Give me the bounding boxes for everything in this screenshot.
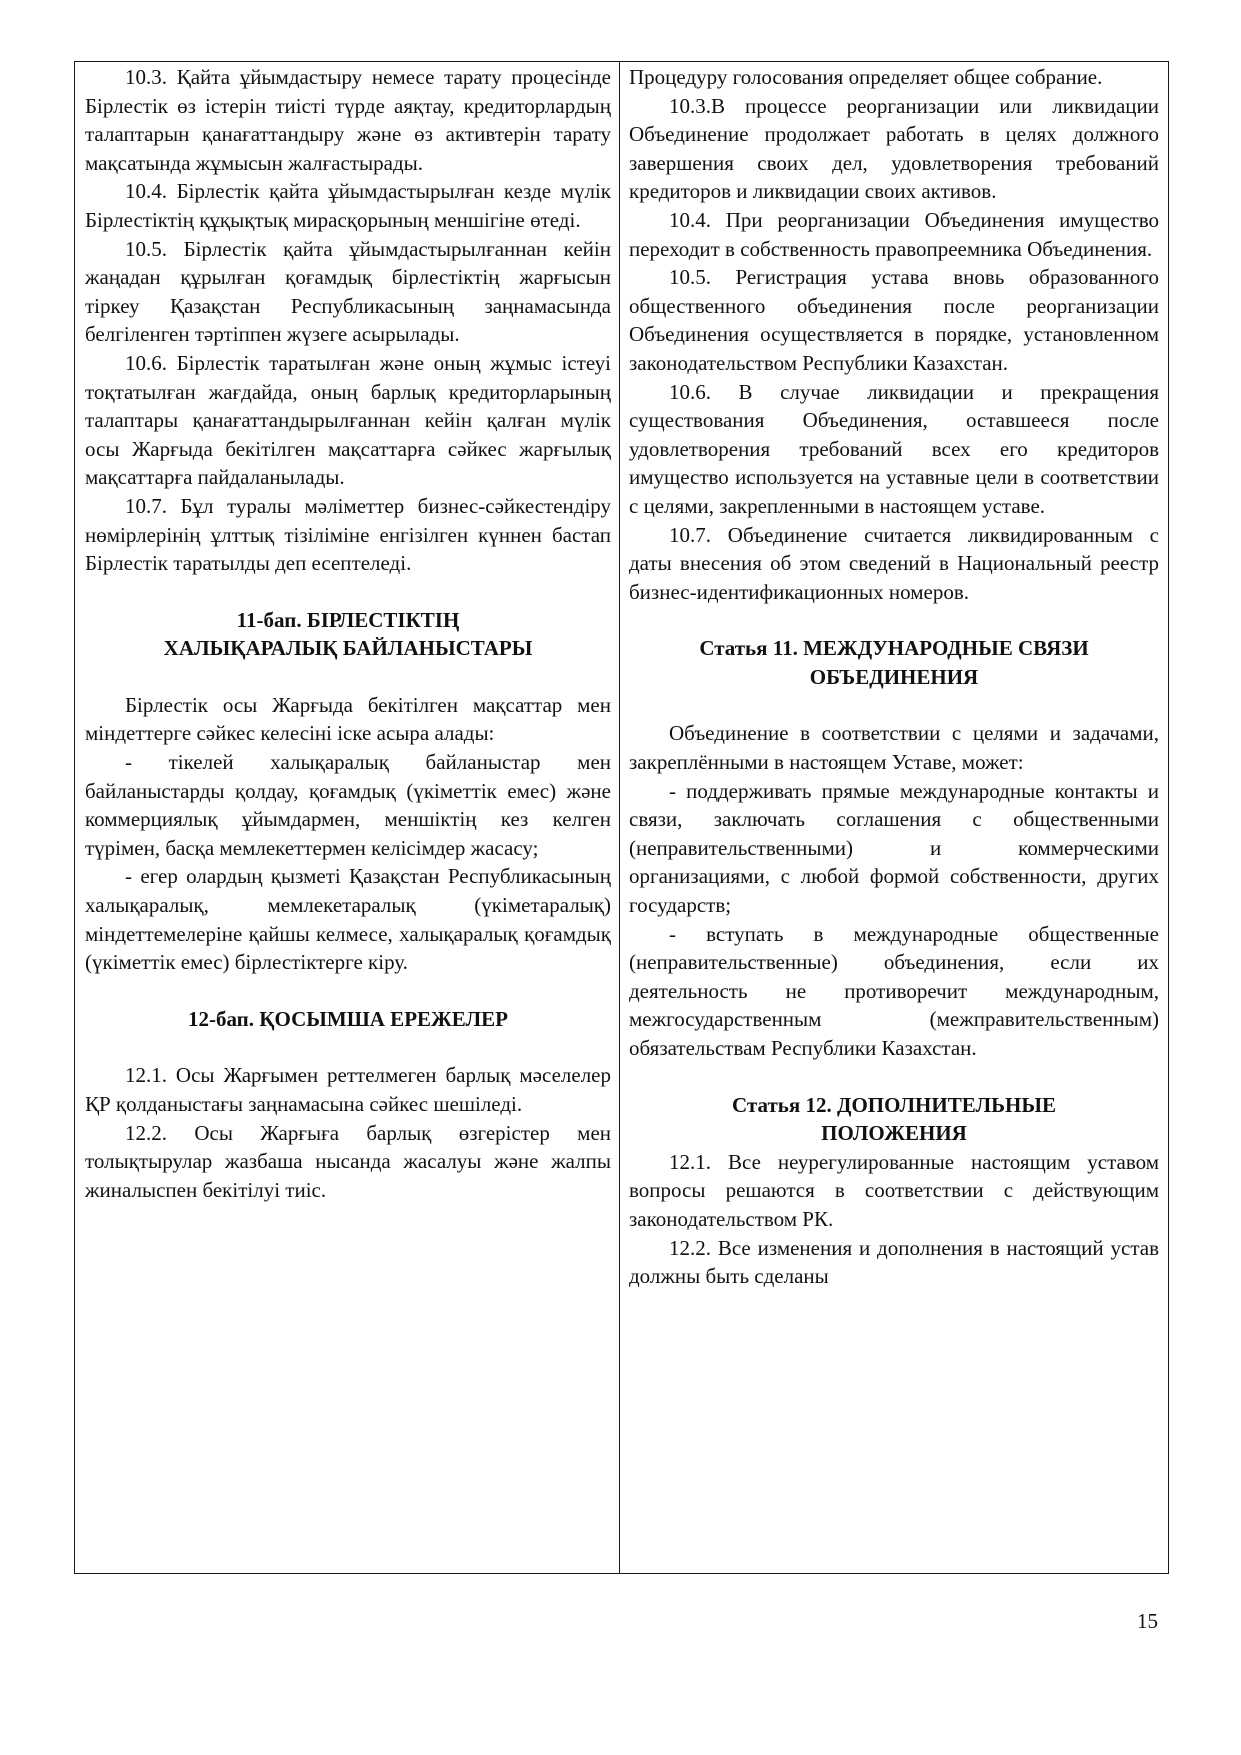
kz-clause-10-3: 10.3. Қайта ұйымдастыру немесе тарату процесінде Бірлестік өз істерін тиісті түрде аяқтау, кредиторлардың талаптарын қанағаттандыру және өз активтерін тарату мақсатында жұмысын жалғастырады. xyxy=(85,65,611,175)
kz-clause-10-7: 10.7. Бұл туралы мәліметтер бизнес-сәйкестендіру нөмірлерінің ұлттық тізіліміне енгізілген күннен бастап Бірлестік таратылды деп есептеледі. xyxy=(85,493,611,576)
spacer xyxy=(85,578,611,606)
column-divider xyxy=(619,62,620,1573)
spacer xyxy=(85,1033,611,1061)
kz-clause-12-2: 12.2. Осы Жарғыға барлық өзгерістер мен толықтырулар жазбаша нысанда жасалуы және жалпы жиналыспен бекітілуі тиіс. xyxy=(85,1120,611,1202)
ru-article-11-heading-line2: ОБЪЕДИНЕНИЯ xyxy=(809,664,979,689)
kz-clause-10-5: 10.5. Бірлестік қайта ұйымдастырылғаннан кейін жаңадан құрылған қоғамдық бірлестіктің жарғысын тіркеу Қазақстан Республикасының заңнамасында белгіленген тәртіппен жүзеге асырылады. xyxy=(85,236,611,347)
ru-article-11-intro: Объединение в соответствии с целями и задачами, закреплёнными в настоящем Уставе, может: xyxy=(629,721,1159,775)
kz-clause-10-6: 10.6. Бірлестік таратылған және оның жұмыс істеуі тоқтатылған жағдайда, оның барлық кредиторларының талаптары қанағаттандырылғаннан кейін қалған мүлік осы Жарғыда бекітілген мақсаттарға сәйкес жарғылық мақсаттарға пайдаланылады. xyxy=(85,350,611,490)
ru-clause-10-4: 10.4. При реорганизации Объединения имущество переходит в собственность правопреемника Объединения. xyxy=(629,207,1159,261)
ru-clause-10-3: 10.3.В процессе реорганизации или ликвидации Объединение продолжает работать в целях должного завершения своих дел, удовлетворения требований кредиторов и ликвидации своих активов. xyxy=(629,93,1159,204)
spacer xyxy=(85,977,611,1005)
ru-article-11-heading-line1: Статья 11. МЕЖДУНАРОДНЫЕ СВЯЗИ xyxy=(699,636,1089,661)
ru-clause-12-2: 12.2. Все изменения и дополнения в настоящий устав должны быть сделаны xyxy=(629,1235,1159,1289)
ru-clause-12-1: 12.1. Все неурегулированные настоящим уставом вопросы решаются в соответствии с действующим законодательством РК. xyxy=(629,1149,1159,1231)
spacer xyxy=(629,691,1159,719)
kazakh-column xyxy=(85,62,611,1573)
kz-clause-10-4: 10.4. Бірлестік қайта ұйымдастырылған кезде мүлік Бірлестіктің құқықтық мирасқорының меншігіне өтеді. xyxy=(85,179,611,232)
kz-article-11-heading-line1: 11-бап. БІРЛЕСТІКТІҢ xyxy=(236,607,460,632)
kz-article-11-intro: Бірлестік осы Жарғыда бекітілген мақсаттар мен міндеттерге сәйкес келесіні іске асыра алады: xyxy=(85,692,611,746)
ru-article-11-item-a: - поддерживать прямые международные контакты и связи, заключать соглашения с общественными (неправительственными) и коммерческими организациями, с любой формой собственности, других государств; xyxy=(629,778,1159,918)
ru-article-11-item-b: - вступать в международные общественные (неправительственные) объединения, если их деятельность не противоречит международным, межгосударственным (межправительственным) обязательствам Республики Казахстан. xyxy=(629,921,1159,1060)
bilingual-table xyxy=(74,61,1169,1574)
kz-article-12-heading: 12-бап. ҚОСЫМША ЕРЕЖЕЛЕР xyxy=(187,1006,509,1031)
russian-column xyxy=(629,62,1159,1573)
kz-article-11-item-a: - тікелей халықаралық байланыстар мен байланыстарды қолдау, қоғамдық (үкіметтік емес) және коммерциялық ұйымдармен, меншіктің кез келген түрімен, басқа мемлекеттермен келісімдер жасасу; xyxy=(85,750,611,860)
ru-clause-10-5: 10.5. Регистрация устава вновь образованного общественного объединения после реорганизации Объединения осуществляется в порядке, установленном законодательством Республики Казахстан. xyxy=(629,265,1159,375)
spacer xyxy=(85,663,611,691)
ru-clause-10-6: 10.6. В случае ликвидации и прекращения существования Объединения, оставшееся после удовлетворения требований всех его кредиторов имущество используется на уставные цели в соответствии с целями, закрепленными в настоящем уставе. xyxy=(629,379,1159,518)
kz-article-11-heading-line2: ХАЛЫҚАРАЛЫҚ БАЙЛАНЫСТАРЫ xyxy=(163,636,533,661)
spacer xyxy=(629,606,1159,634)
page-number: 15 xyxy=(1137,1609,1158,1633)
kz-article-11-item-b: - егер олардың қызметі Қазақстан Республикасының халықаралық, мемлекетаралық (үкіметаралық) міндеттемелеріне қайшы келмесе, халықаралық қоғамдық (үкіметтік емес) бірлестіктерге кіру. xyxy=(85,864,611,975)
kz-clause-12-1: 12.1. Осы Жарғымен реттелмеген барлық мәселелер ҚР қолданыстағы заңнамасына сәйкес шешіледі. xyxy=(85,1063,611,1116)
ru-article-12-heading-line1: Статья 12. ДОПОЛНИТЕЛЬНЫЕ xyxy=(732,1092,1056,1117)
ru-clause-10-7: 10.7. Объединение считается ликвидированным с даты внесения об этом сведений в Национальный реестр бизнес-идентификационных номеров. xyxy=(629,522,1159,604)
spacer xyxy=(629,1063,1159,1091)
ru-article-12-heading-line2: ПОЛОЖЕНИЯ xyxy=(821,1121,967,1146)
ru-voting-procedure: Процедуру голосования определяет общее собрание. xyxy=(629,65,1103,89)
